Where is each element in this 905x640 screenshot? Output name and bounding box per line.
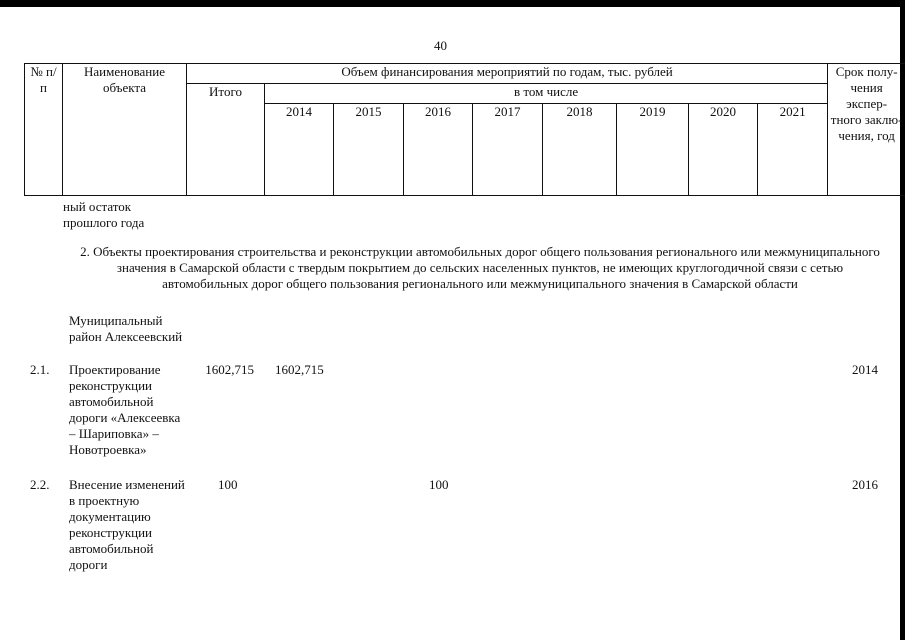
row-2-2-2016: 100 xyxy=(429,477,449,492)
header-col-volume: Объем финансирования мероприятий по годам, тыс. рублей xyxy=(187,64,828,84)
header-year-2019: 2019 xyxy=(617,104,689,196)
header-col-num: № п/п xyxy=(25,64,63,196)
header-col-name: Наименование объекта xyxy=(63,64,187,196)
carryover-text: ный остаток прошлого года xyxy=(63,199,145,230)
header-year-2014: 2014 xyxy=(265,104,334,196)
table-header xyxy=(24,63,905,196)
row-2-2-name: Внесение изменений в проектную документацию реконструкции автомобильной дороги xyxy=(69,477,185,572)
header-year-2021: 2021 xyxy=(758,104,828,196)
scan-border-top xyxy=(0,0,905,7)
row-2-1-num: 2.1. xyxy=(30,362,50,377)
section-title: 2. Объекты проектирования строительства и реконструкции автомобильных дорог общего пользования регионального или межмуниципального значения в Самарской области с твердым покрытием до сельских населенных пунктов, не имеющих круглогодичной связи с сетью автомобильных дорог общего пользования регионального или межмуниципального значения в Самарской области xyxy=(80,244,880,291)
header-year-2017: 2017 xyxy=(473,104,543,196)
district-name: Муниципальный район Алексеевский xyxy=(69,313,183,344)
row-2-1-term: 2014 xyxy=(852,362,878,377)
page-number: 40 xyxy=(434,38,447,53)
row-2-1-2014: 1602,715 xyxy=(275,362,324,377)
header-year-2015: 2015 xyxy=(334,104,404,196)
header-year-2018: 2018 xyxy=(543,104,617,196)
header-year-2016: 2016 xyxy=(404,104,473,196)
row-2-1-total: 1602,715 xyxy=(205,362,254,377)
header-col-including: в том числе xyxy=(265,84,828,104)
row-2-1-name: Проектирование реконструкции автомобильной дороги «Алексеевка – Шариповка» – Новотроевка» xyxy=(69,362,181,457)
row-2-2-total: 100 xyxy=(218,477,238,492)
header-col-term: Срок полу- чения экспер- тного заклю- чения, год xyxy=(828,64,905,196)
row-2-2-num: 2.2. xyxy=(30,477,50,492)
header-col-total: Итого xyxy=(187,84,265,196)
header-year-2020: 2020 xyxy=(689,104,758,196)
row-2-2-term: 2016 xyxy=(852,477,878,492)
